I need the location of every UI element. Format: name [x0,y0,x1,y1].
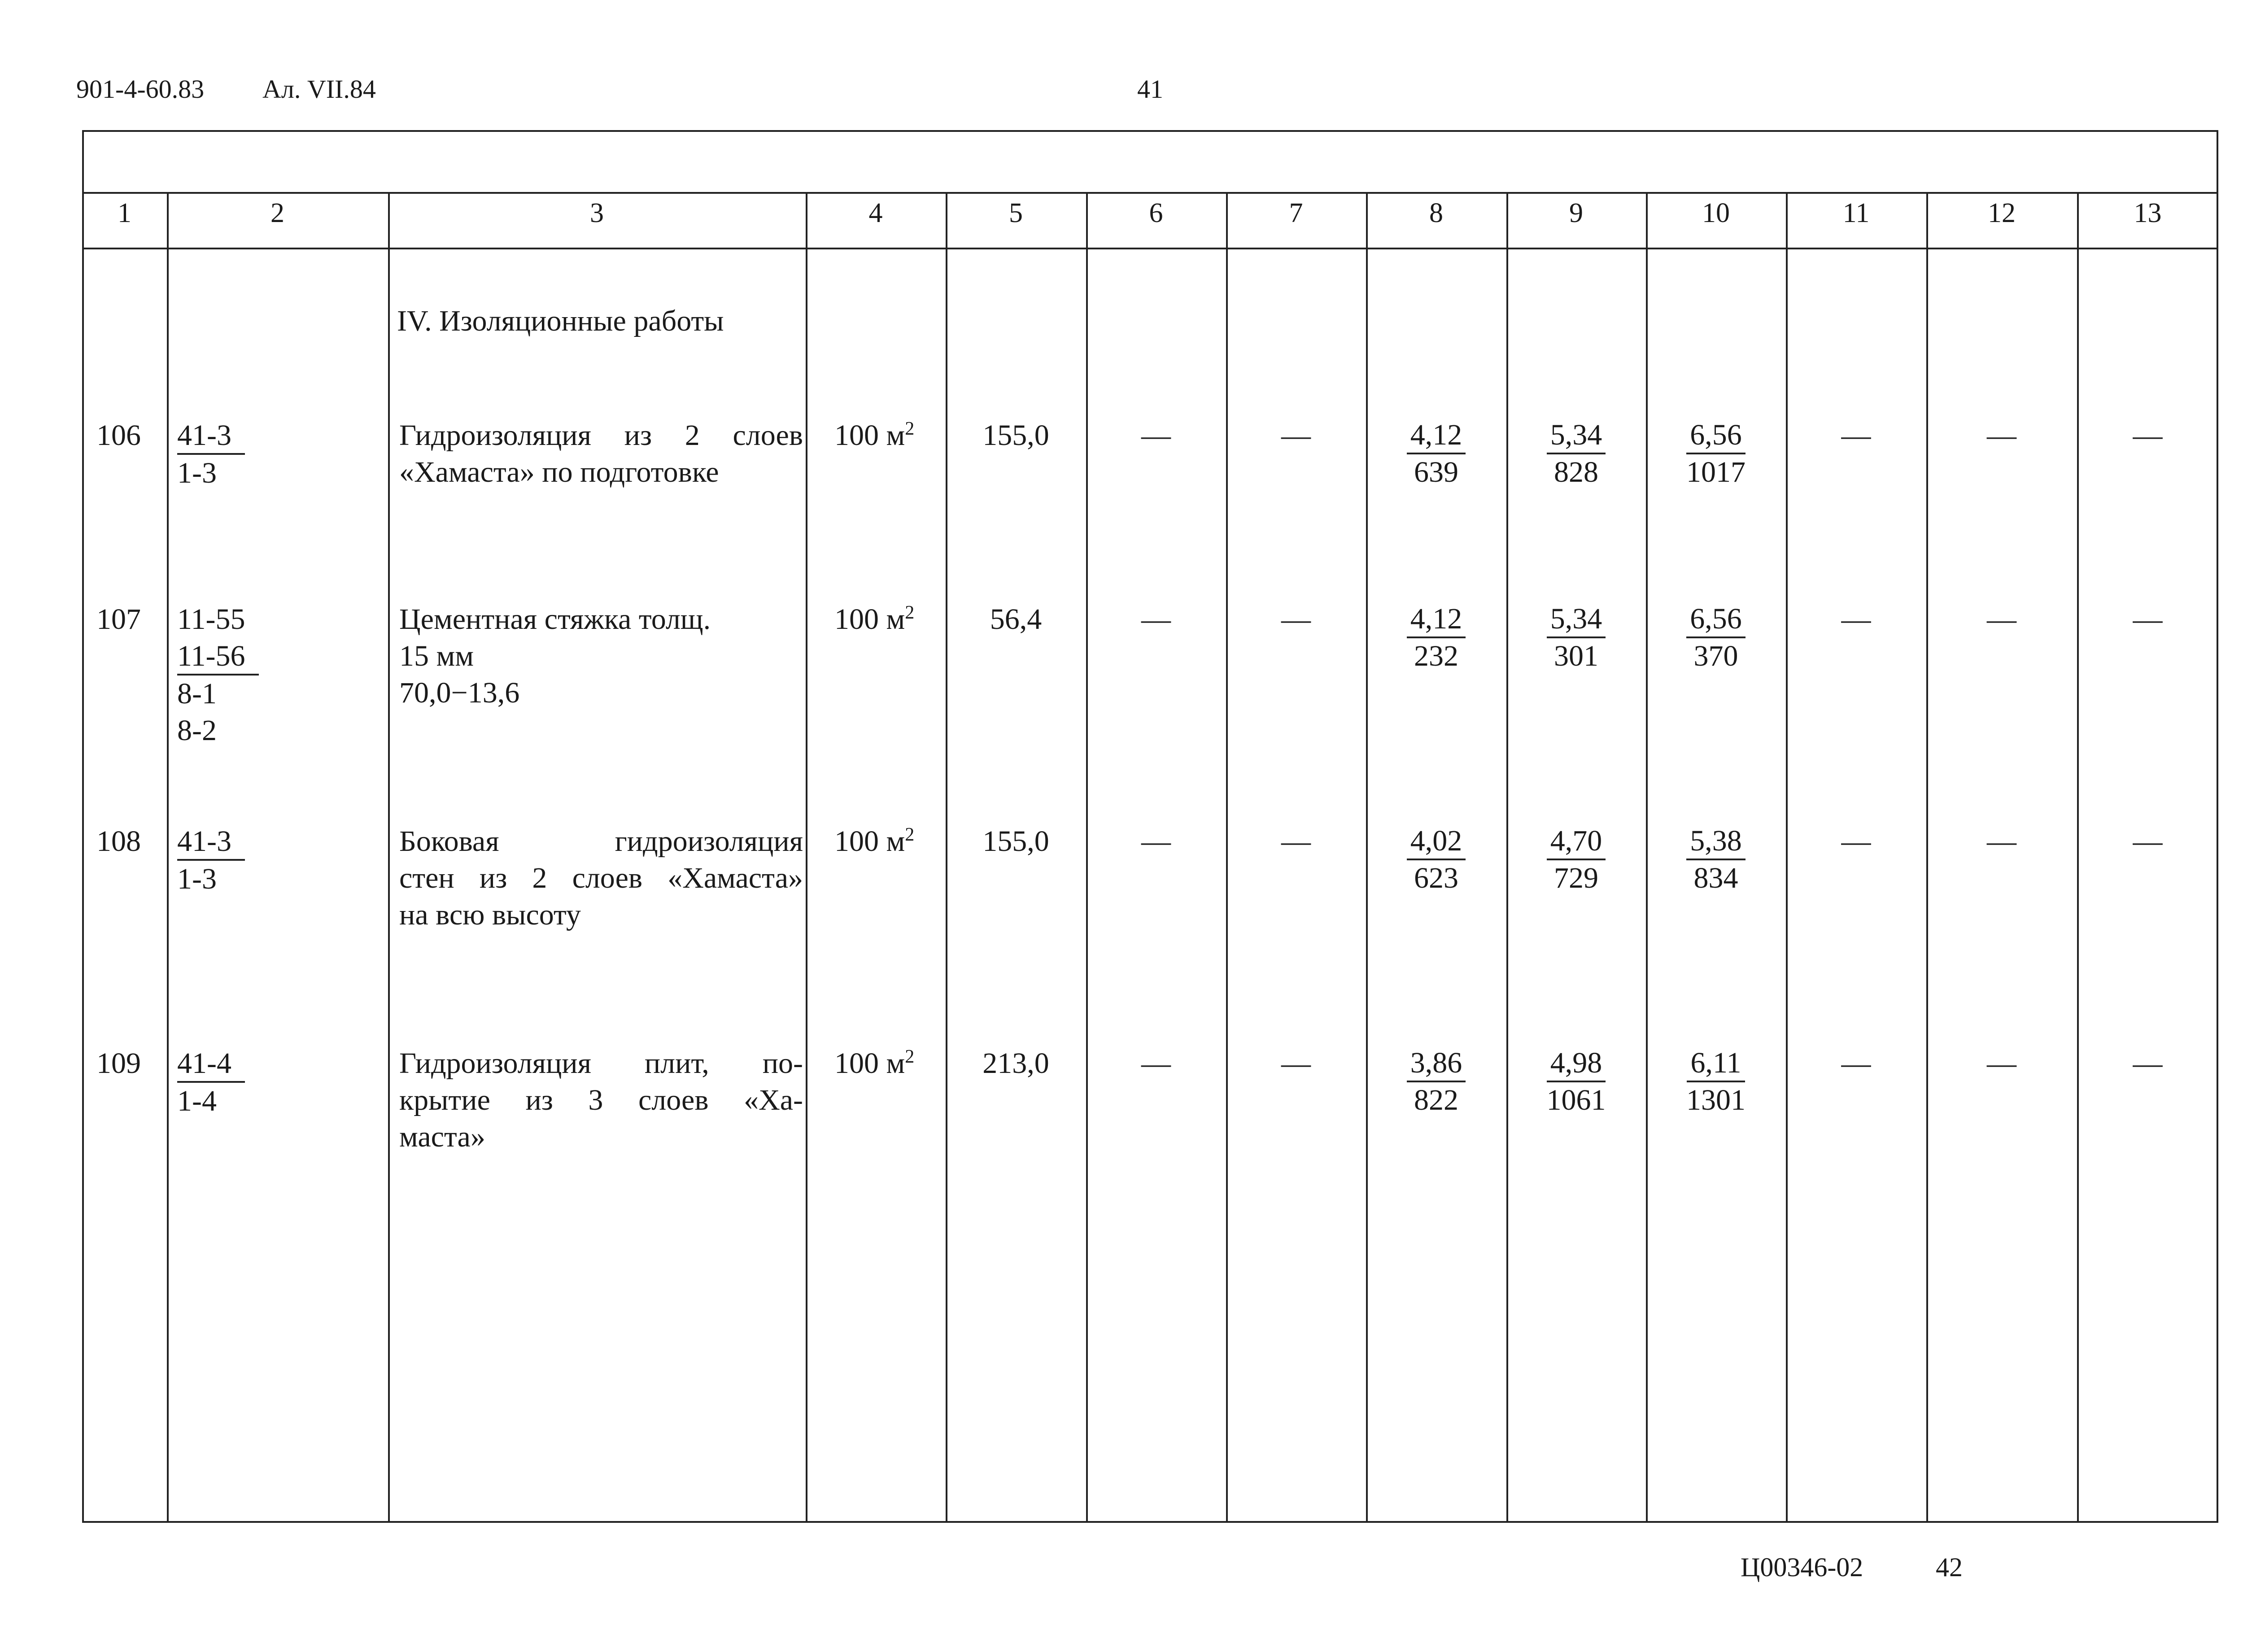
fraction-c10 [1660,601,1772,674]
unit-text: 100 м [834,603,905,636]
code-bottom [177,861,245,898]
column-number: 9 [1569,198,1583,228]
row-codes [177,1045,245,1120]
code-top [177,417,245,455]
column-separator [1086,192,1088,1523]
fraction-bottom: 1017 [1686,456,1746,488]
fraction-top: 6,11 [1687,1046,1745,1082]
description-line: 15 мм [399,640,474,672]
column-number: 1 [118,198,131,228]
footer-sheet: 42 [1936,1552,1963,1582]
description-line: крытие из 3 слоев «Ха- [399,1084,803,1116]
fraction-c9 [1520,1045,1632,1118]
dash-c6: — [1141,1047,1171,1080]
dash-c7: — [1281,1047,1311,1080]
fraction-c9 [1520,823,1632,896]
column-number: 12 [1988,198,2016,228]
code-bottom [177,712,259,749]
column-separator [1226,192,1228,1523]
fraction-c8 [1380,823,1492,896]
column-number: 5 [1009,198,1023,228]
dash-c7: — [1281,419,1311,452]
row-codes [177,823,245,898]
fraction-c8 [1380,601,1492,674]
fraction-bottom: 729 [1554,862,1598,894]
fraction-top: 4,12 [1407,418,1466,454]
code-top [177,823,245,861]
footer-code: Ц00346-02 [1741,1552,1863,1582]
column-number: 7 [1289,198,1303,228]
code-value: 11-56 [177,639,259,676]
fraction-top: 6,56 [1686,418,1746,454]
fraction-c8 [1380,1045,1492,1118]
row-description [399,601,803,711]
row-number: 109 [96,1047,141,1080]
code-value: 41-3 [177,418,245,455]
description-line: Гидроизоляция из 2 слоев [399,419,803,452]
code-value: 1-3 [177,457,217,489]
row-number: 108 [96,825,141,858]
dash-c12: — [1987,1047,2016,1080]
dash-c13: — [2133,603,2163,636]
dash-c6: — [1141,419,1171,452]
row-unit [834,1045,914,1082]
doc-code: 901-4-60.83 [76,74,205,104]
dash-c6: — [1141,825,1171,858]
fraction-top: 4,02 [1407,824,1466,860]
fraction-top: 3,86 [1407,1046,1466,1082]
column-separator [1646,192,1648,1523]
fraction-c9 [1520,417,1632,490]
fraction-bottom: 1061 [1546,1084,1606,1116]
fraction-bottom: 301 [1554,640,1598,672]
header-top-line [82,192,2218,194]
unit-text: 100 м [834,419,905,452]
page-number: 41 [1137,74,1163,104]
fraction-c10 [1660,1045,1772,1118]
code-bottom [177,676,259,712]
fraction-c9 [1520,601,1632,674]
fraction-top: 4,70 [1547,824,1606,860]
row-unit [834,601,914,638]
column-separator [2077,192,2079,1523]
column-number: 4 [868,198,883,228]
column-number: 3 [590,198,604,228]
description-line: стен из 2 слоев «Хамаста» [399,862,803,894]
dash-c7: — [1281,603,1311,636]
code-value: 8-1 [177,677,217,710]
fraction-bottom: 623 [1414,862,1458,894]
column-number: 13 [2134,198,2162,228]
column-separator [1506,192,1508,1523]
row-unit [834,417,914,454]
description-line: «Хамаста» по подготовке [399,456,719,488]
column-number: 11 [1842,198,1870,228]
row-description [399,1045,803,1155]
album-label: Ал. VII.84 [262,74,376,104]
fraction-bottom: 828 [1554,456,1598,488]
fraction-top: 4,98 [1547,1046,1606,1082]
column-separator [167,192,169,1523]
unit-superscript: 2 [905,824,915,845]
fraction-bottom: 639 [1414,456,1458,488]
fraction-bottom: 1301 [1686,1084,1746,1116]
dash-c12: — [1987,825,2016,858]
dash-c13: — [2133,825,2163,858]
dash-c11: — [1841,1047,1871,1080]
code-top [177,638,259,676]
dash-c11: — [1841,603,1871,636]
row-number: 107 [96,603,141,636]
dash-c11: — [1841,825,1871,858]
column-separator [1786,192,1788,1523]
code-top [177,601,259,638]
column-number: 8 [1429,198,1443,228]
unit-superscript: 2 [905,1046,915,1067]
fraction-bottom: 232 [1414,640,1458,672]
code-value: 11-55 [177,603,245,636]
code-top [177,1045,245,1083]
fraction-c10 [1660,823,1772,896]
unit-text: 100 м [834,825,905,858]
fraction-c10 [1660,417,1772,490]
header-bottom-line [82,248,2218,249]
column-separator [1926,192,1928,1523]
code-value: 41-3 [177,824,245,861]
code-value: 41-4 [177,1046,245,1083]
row-codes [177,417,245,492]
fraction-bottom: 834 [1693,862,1738,894]
row-quantity: 56,4 [990,603,1042,636]
unit-superscript: 2 [905,602,915,623]
dash-c7: — [1281,825,1311,858]
code-bottom [177,455,245,492]
fraction-bottom: 822 [1414,1084,1458,1116]
dash-c13: — [2133,1047,2163,1080]
fraction-top: 5,34 [1547,602,1606,638]
code-value: 1-3 [177,863,217,895]
description-line: на всю высоту [399,898,581,931]
unit-text: 100 м [834,1047,905,1080]
description-line: Гидроизоляция плит, по- [399,1047,803,1080]
column-number: 6 [1149,198,1163,228]
fraction-top: 5,34 [1547,418,1606,454]
unit-superscript: 2 [905,418,915,439]
section-title: IV. Изоляционные работы [397,305,724,337]
dash-c13: — [2133,419,2163,452]
code-value: 8-2 [177,714,217,747]
fraction-bottom: 370 [1693,640,1738,672]
code-value: 1-4 [177,1085,217,1117]
row-codes [177,601,259,749]
fraction-top: 4,12 [1407,602,1466,638]
description-line: 70,0−13,6 [399,676,520,709]
fraction-top: 6,56 [1686,602,1746,638]
dash-c12: — [1987,603,2016,636]
description-line: Боковая гидроизоляция [399,825,803,858]
row-quantity: 213,0 [982,1047,1049,1080]
description-line: маста» [399,1120,485,1153]
column-number: 10 [1702,198,1730,228]
dash-c6: — [1141,603,1171,636]
column-number: 2 [271,198,284,228]
row-unit [834,823,914,860]
row-number: 106 [96,419,141,452]
row-description [399,823,803,933]
code-bottom [177,1083,245,1120]
fraction-top: 5,38 [1686,824,1746,860]
fraction-c8 [1380,417,1492,490]
row-quantity: 155,0 [982,419,1049,452]
row-quantity: 155,0 [982,825,1049,858]
column-separator [388,192,390,1523]
row-description [399,417,803,491]
description-line: Цементная стяжка толщ. [399,603,711,636]
column-separator [1366,192,1368,1523]
dash-c11: — [1841,419,1871,452]
column-separator [806,192,807,1523]
dash-c12: — [1987,419,2016,452]
